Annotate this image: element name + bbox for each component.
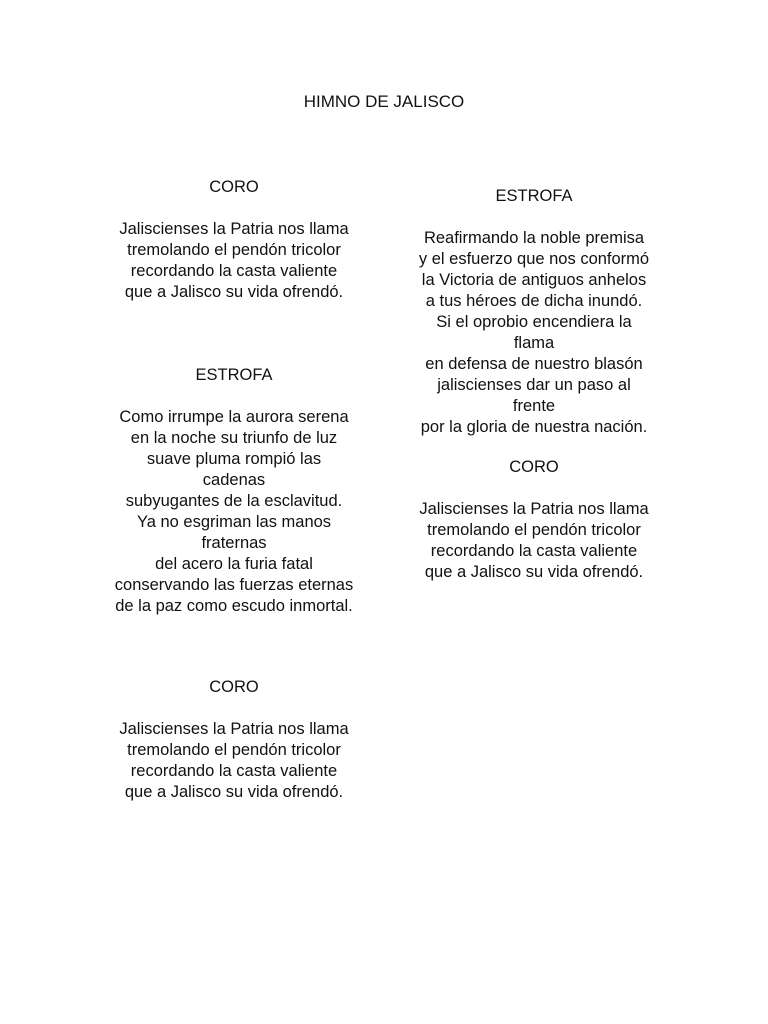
coro-verse: Jaliscienses la Patria nos llama tremolando el pendón tricolor recordando la casta valiente que a Jalisco su vida ofrendó. <box>119 720 349 801</box>
estrofa-verse: Reafirmando la noble premisa y el esfuerzo que nos conformó la Victoria de antiguos anhelos a tus héroes de dicha inundó. Si el oprobio encendiera la flama en defensa de nuestro blasón jaliscienses dar un paso al frente por la gloria de nuestra nación. <box>418 229 650 436</box>
coro-block-1 <box>100 177 368 303</box>
coro-heading: CORO <box>209 678 259 696</box>
coro-block-2 <box>100 677 368 803</box>
coro-verse: Jaliscienses la Patria nos llama tremolando el pendón tricolor recordando la casta valiente que a Jalisco su vida ofrendó. <box>419 500 649 581</box>
coro-verse: Jaliscienses la Patria nos llama tremolando el pendón tricolor recordando la casta valiente que a Jalisco su vida ofrendó. <box>119 220 349 301</box>
document-title: HIMNO DE JALISCO <box>303 92 465 111</box>
estrofa-block-2 <box>400 186 668 438</box>
estrofa-verse: Como irrumpe la aurora serena en la noche su triunfo de luz suave pluma rompió las cadenas subyugantes de la esclavitud. Ya no esgriman las manos fraternas del acero la furia fatal conservando las fuerzas eternas de la paz como escudo inmortal. <box>114 408 354 615</box>
estrofa-heading: ESTROFA <box>495 187 573 205</box>
coro-heading: CORO <box>509 458 559 476</box>
coro-heading: CORO <box>209 178 259 196</box>
estrofa-heading: ESTROFA <box>195 366 273 384</box>
estrofa-block-1 <box>100 365 368 617</box>
coro-block-3 <box>400 457 668 583</box>
